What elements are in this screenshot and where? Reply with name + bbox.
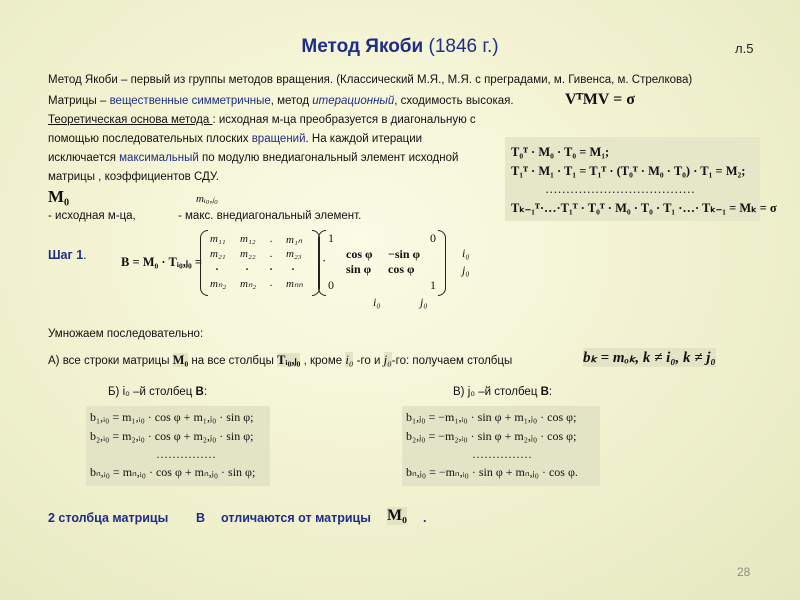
part-b-eq: bₙ,ᵢ₀ = mₙ,ᵢ₀ · cos φ + mₙ,ⱼ₀ · sin φ;	[90, 465, 256, 479]
intro-line-2	[48, 95, 514, 107]
part-v-eq: b₂,ⱼ₀ = −m₂,ᵢ₀ · sin φ + m₂,ⱼ₀ · cos φ;	[406, 429, 577, 443]
matrix-cell: m₂₂	[240, 248, 256, 260]
part-v-eq: b₁,ⱼ₀ = −m₁,ᵢ₀ · sin φ + m₁,ⱼ₀ · cos φ;	[406, 410, 577, 424]
multiply-a-m0: M₀	[172, 353, 189, 367]
intro-line-5-c: по модулю внедиагональный элемент исходной	[198, 152, 459, 164]
term-rotations: вращений	[251, 133, 306, 145]
part-b-eq: b₂,ᵢ₀ = m₂,ᵢ₀ · cos φ + m₂,ⱼ₀ · sin φ;	[90, 429, 254, 443]
matrix-cell: .	[270, 248, 273, 260]
part-v-label-bold: В	[540, 386, 549, 398]
rotation-sin: sin φ	[346, 262, 372, 276]
times-symbol: ·	[322, 253, 327, 268]
rotation-minus-sin: −sin φ	[388, 247, 421, 261]
part-v-equations	[402, 406, 600, 486]
conclusion-text-2: В	[196, 511, 206, 525]
intro-line-4-c: . На каждой итерации	[305, 133, 423, 145]
matrix-cell: m₁₂	[240, 233, 256, 245]
max-element-symbol: mᵢ₀,ⱼ₀	[196, 193, 219, 205]
multiply-intro: Умножаем последовательно:	[48, 328, 204, 340]
intro-line-6: матрицы , коэффициентов СДУ.	[48, 171, 219, 183]
matrix-cell: .	[246, 261, 249, 273]
rotation-matrix-right-bracket	[438, 230, 446, 296]
matrix-m0	[200, 230, 320, 296]
col-label-i0: i₀	[373, 295, 381, 309]
conclusion-m0: M₀	[387, 507, 407, 524]
multiply-a-i0: i₀	[345, 352, 354, 367]
multiply-a-j0: j₀	[383, 352, 392, 367]
intro-line-4	[48, 133, 422, 145]
m0-symbol: M₀	[48, 187, 70, 206]
conclusion-dot: .	[423, 511, 427, 525]
intro-line-5	[48, 152, 458, 164]
rotation-one-top: 1	[328, 231, 334, 245]
conclusion-text-1: 2 столбца матрицы	[48, 511, 169, 525]
step1-lhs: B = M₀ · Tᵢ₀,ⱼ₀ =	[121, 255, 203, 269]
matrix-cell: .	[270, 277, 273, 289]
rotation-one-bottom: 1	[430, 278, 436, 292]
row-label-i0: i₀	[462, 246, 470, 260]
theory-basis: Теоретическая основа метода	[48, 114, 213, 126]
part-b-equations	[86, 406, 270, 486]
intro-line-1: Метод Якоби – первый из группы методов вращения. (Классический М.Я., М.Я. с преградами, м. Гивенса, м. Стрелкова)	[48, 74, 693, 86]
matrix-cell: mₙ₂	[210, 278, 227, 290]
multiply-a-5: -го: получаем столбцы	[391, 355, 513, 367]
part-v-eq: ……………	[472, 447, 532, 461]
matrix-cell: mₙₙ	[286, 278, 303, 290]
rotation-cos-1: cos φ	[346, 247, 373, 261]
rotation-cos-2: cos φ	[388, 262, 415, 276]
intro-line-7-a: - исходная м-ца,	[48, 210, 136, 222]
intro-line-2-c: , метод	[270, 95, 313, 107]
part-b-label-bold: В	[195, 386, 204, 398]
term-iterative: итерационный	[312, 95, 395, 107]
col-label-j0: j₀	[420, 295, 428, 309]
row-label-j0: j₀	[462, 263, 470, 277]
intro-line-2-e: , сходимость высокая.	[394, 95, 514, 107]
page-number: 28	[737, 565, 751, 579]
vmv-formula: VᵀMV = σ	[565, 91, 635, 108]
matrix-cell: m₁ₙ	[286, 234, 303, 246]
sheet-label: л.5	[735, 41, 754, 56]
matrix-cell: .	[270, 261, 273, 273]
term-maximal: максимальный	[119, 152, 199, 164]
matrix-cell: mₙ₂	[240, 278, 257, 290]
part-b-label-text: Б) i₀ –й столбец	[108, 386, 196, 398]
matrix-cell: .	[216, 261, 219, 273]
matrix-cell: .	[292, 261, 295, 273]
conclusion-text-3: отличаются от матрицы	[221, 511, 371, 525]
intro-line-3	[48, 114, 476, 126]
step1-label-dot: .	[83, 248, 87, 262]
term-real-symmetric: вещественные симметричные	[109, 95, 271, 107]
multiply-a-4: -го и	[353, 355, 384, 367]
multiply-a-t: Tᵢ₀,ⱼ₀	[277, 353, 301, 367]
rotation-matrix	[318, 230, 446, 296]
matrix-m0-left-bracket	[200, 230, 208, 296]
iteration-eq-4: Tₖ₋₁ᵀ·…·T₁ᵀ · T₀ᵀ · M₀ · T₀ · T₁ ·…· Tₖ₋₁ = Mₖ = σ	[511, 201, 777, 215]
rotation-zero-top: 0	[430, 231, 436, 245]
multiply-line-a	[48, 352, 512, 368]
rotation-zero-bottom: 0	[328, 278, 334, 292]
rotation-matrix-left-bracket	[318, 230, 326, 296]
multiply-a-formula: bₖ = mₒₖ, k ≠ i₀, k ≠ j₀	[583, 350, 716, 366]
part-v-label-colon: :	[548, 386, 553, 398]
part-b-eq: b₁,ᵢ₀ = m₁,ᵢ₀ · cos φ + m₁,ⱼ₀ · sin φ;	[90, 410, 254, 424]
multiply-a-3: , кроме	[300, 355, 346, 367]
matrix-cell: m₁₁	[210, 233, 226, 245]
intro-line-4-a: помощью последовательных плоских	[48, 133, 252, 145]
intro-line-5-a: исключается	[48, 152, 120, 164]
title-bold: Метод Якоби	[301, 36, 424, 57]
intro-line-2-a: Матрицы –	[48, 95, 110, 107]
part-b-label	[108, 386, 207, 398]
part-v-eq: bₙ,ⱼ₀ = −mₙ,ᵢ₀ · sin φ + mₙ,ⱼ₀ · cos φ.	[406, 465, 578, 479]
iteration-equations-box	[505, 137, 777, 221]
intro-line-7-b: - макс. внедиагональный элемент.	[178, 210, 362, 222]
step1-label	[48, 248, 87, 262]
part-b-label-colon: :	[203, 386, 208, 398]
part-b-eq: ……………	[156, 447, 216, 461]
matrix-cell: m₂₃	[286, 248, 302, 260]
step1-label-text: Шаг 1	[48, 248, 84, 262]
iteration-eq-1: T₀ᵀ · M₀ · T₀ = M₁;	[511, 145, 610, 159]
intro-line-3-b: : исходная м-ца преобразуется в диагональную с	[212, 114, 476, 126]
title-years: (1846 г.)	[423, 36, 499, 57]
matrix-cell: m₂₁	[210, 248, 226, 260]
iteration-eq-2: T₁ᵀ · M₁ · T₁ = T₁ᵀ · (T₀ᵀ · M₀ · T₀) · T₁ = M₂;	[511, 164, 746, 178]
iteration-eq-3: ………………………………	[545, 182, 695, 196]
multiply-a-2: на все столбцы	[188, 355, 278, 367]
part-v-label-text: В) j₀ –й столбец	[453, 386, 541, 398]
multiply-a-1: А) все строки матрицы	[48, 355, 173, 367]
matrix-cell: .	[270, 233, 273, 245]
part-v-label	[453, 386, 552, 398]
slide-title	[0, 36, 800, 58]
